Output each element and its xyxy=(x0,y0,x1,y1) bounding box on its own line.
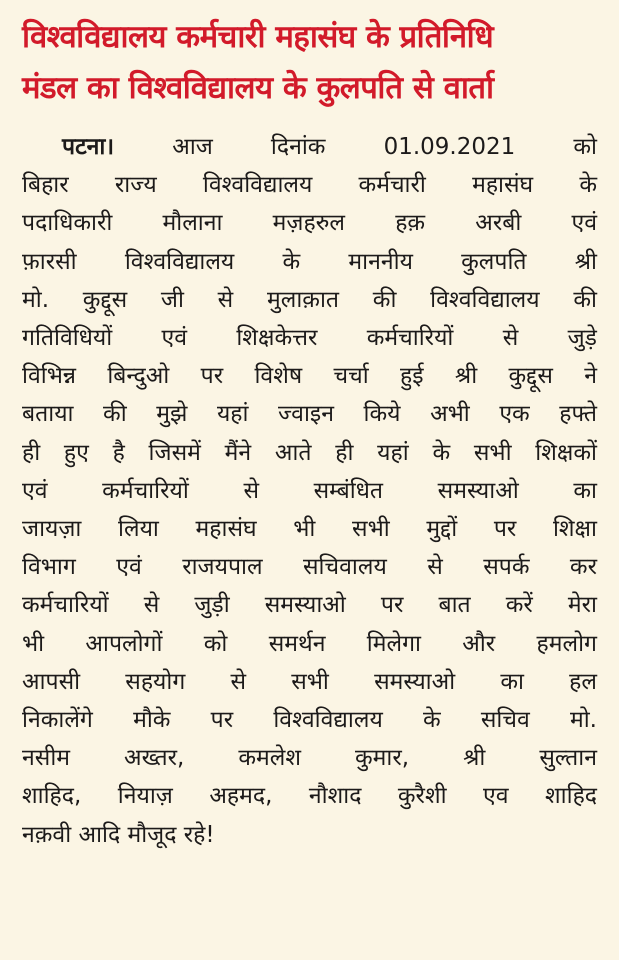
article-body xyxy=(22,128,597,854)
article-line-2: बिहार राज्य विश्वविद्यालय कर्मचारी महासंघ के xyxy=(22,172,597,199)
article-line-9: ही हुए है जिसमें मैंने आते ही यहां के सभी शिक्षकों xyxy=(22,439,597,466)
headline-line-1: विश्वविद्यालय कर्मचारी महासंघ के प्रतिनिधि xyxy=(22,19,494,55)
article-line-18: शाहिद, नियाज़ अहमद, नौशाद कुरैशी एव शाहिद xyxy=(22,783,597,810)
article-line-11: जायज़ा लिया महासंघ भी सभी मुद्दों पर शिक्षा xyxy=(22,516,597,543)
article-line-4: फ़ारसी विश्वविद्यालय के माननीय कुलपति श्री xyxy=(22,248,597,275)
article-line-1-text: आज दिनांक 01.09.2021 को xyxy=(114,134,597,160)
article-line-19: नक़वी आदि मौजूद रहे! xyxy=(22,821,215,848)
article-line-1 xyxy=(22,128,597,166)
article-line-16: निकालेंगे मौके पर विश्वविद्यालय के सचिव मो. xyxy=(22,707,597,734)
article-line-13: कर्मचारियों से जुड़ी समस्याओ पर बात करें मेरा xyxy=(22,592,597,619)
headline xyxy=(22,12,597,114)
article-line-8: बताया की मुझे यहां ज्वाइन किये अभी एक हफ्ते xyxy=(22,401,597,428)
article-line-17: नसीम अख्तर, कमलेश कुमार, श्री सुल्तान xyxy=(22,745,597,772)
article-line-10: एवं कर्मचारियों से सम्बंधित समस्याओ का xyxy=(22,477,597,504)
headline-line-2: मंडल का विश्वविद्यालय के कुलपति से वार्ता xyxy=(22,70,494,106)
dateline: पटना। xyxy=(62,134,115,160)
article-line-12: विभाग एवं राजयपाल सचिवालय से सपर्क कर xyxy=(22,554,597,581)
article-line-7: विभिन्न बिन्दुओ पर विशेष चर्चा हुई श्री कुद्दूस ने xyxy=(22,363,597,390)
article-line-14: भी आपलोगों को समर्थन मिलेगा और हमलोग xyxy=(22,630,597,657)
article-line-6: गतिविधियों एवं शिक्षकेत्तर कर्मचारियों से जुड़े xyxy=(22,325,597,352)
article-line-3: पदाधिकारी मौलाना मज़हरुल हक़ अरबी एवं xyxy=(22,210,597,237)
article-line-15: आपसी सहयोग से सभी समस्याओ का हल xyxy=(22,668,597,695)
article-line-5: मो. कुद्दूस जी से मुलाक़ात की विश्वविद्यालय की xyxy=(22,286,597,313)
